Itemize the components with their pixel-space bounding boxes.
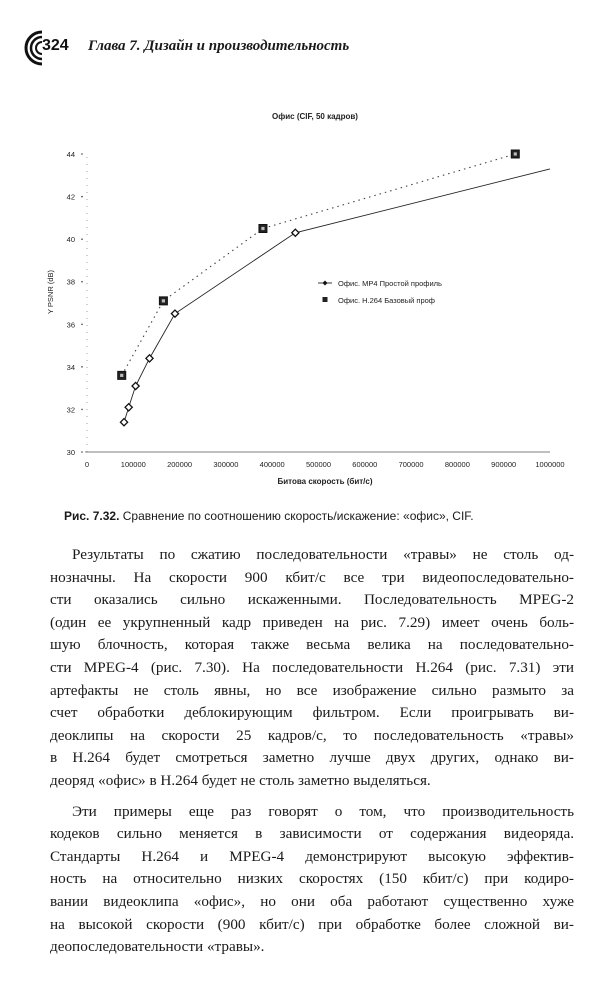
text-line: сти оказались сильно искаженными. Последовательность MPEG-2 (50, 591, 574, 609)
text-line: сти MPEG-4 (рис. 7.30). На последовательности H.264 (рис. 7.31) эти (50, 658, 574, 676)
page-number: 324 (42, 37, 69, 54)
text-line: Результаты по сжатию последовательности «травы» не столь од- (72, 546, 574, 563)
figure-caption (64, 509, 584, 523)
y-tick-mark (81, 281, 83, 283)
chapter-title: Глава 7. Дизайн и производительность (88, 38, 350, 54)
text-line: деоряд «офис» в H.264 будет не столь заметно выделяться. (50, 771, 431, 789)
x-tick-label: 600000 (352, 460, 378, 469)
text-line: ность на относительно низких скоростях (150 кбит/с) при кодиро- (50, 870, 574, 888)
y-tick-mark (81, 153, 83, 155)
text-line: на высокой скорости (900 кбит/с) при обработке более сложной ви- (50, 915, 574, 933)
legend-marker-2 (323, 297, 328, 302)
y-tick-label: 32 (66, 405, 75, 415)
paragraph-2 (50, 801, 574, 959)
y-tick-mark (81, 196, 83, 198)
text-line: нозначны. На скорости 900 кбит/с все три видеопоследовательно- (50, 568, 574, 586)
x-tick-label: 1000000 (535, 460, 565, 469)
x-tick-label: 0 (84, 460, 90, 469)
x-tick-label: 900000 (491, 460, 517, 469)
x-tick-label: 200000 (167, 460, 193, 469)
text-line: Стандарты H.264 и MPEG-4 демонстрируют высокую эффектив- (50, 847, 574, 865)
series-2-point-inner (261, 227, 264, 230)
text-line: деоклипы на скорости 25 кадров/с, то последовательность «травы» (50, 726, 574, 744)
text-line: Эти примеры еще раз говорят о том, что производительность (72, 802, 574, 820)
y-tick-mark (81, 366, 83, 368)
y-tick-mark (81, 323, 83, 325)
y-tick-label: 36 (66, 320, 75, 330)
y-tick-label: 40 (66, 235, 75, 245)
series-1-point (171, 310, 178, 317)
y-tick-label: 44 (66, 150, 75, 159)
series-1-point (120, 419, 127, 426)
series-1-point (132, 382, 139, 389)
x-tick-label: 800000 (444, 460, 470, 469)
y-tick-label: 42 (66, 192, 75, 202)
figure-label: Рис. 7.32. (64, 509, 120, 523)
series-2-point-inner (162, 299, 165, 302)
text-line: кодеков сильно меняется в зависимости от содержания видеоряда. (50, 825, 574, 843)
y-tick-label: 38 (66, 277, 75, 287)
legend-label-1: Офис. MP4 Простой профиль (338, 279, 442, 288)
chart-x-axis-label: Битова скорость (бит/с) (277, 477, 373, 486)
figure-caption-text: Сравнение по соотношению скорость/искажение: «офис», CIF. (119, 509, 474, 523)
text-line: деопоследовательности «травы». (50, 938, 265, 956)
chart-y-axis-label: Y PSNR (dB) (46, 269, 55, 315)
text-line: вании видеоклипа «офис», но они оба работают существенно хуже (50, 892, 574, 910)
y-tick-mark (81, 409, 83, 411)
y-tick-label: 34 (66, 362, 75, 372)
series-2-point-inner (514, 152, 517, 155)
legend-label-2: Офис. H.264 Базовый проф (338, 296, 435, 305)
x-tick-label: 100000 (120, 460, 146, 469)
chart-svg (20, 100, 590, 500)
x-tick-label: 700000 (398, 460, 424, 469)
body-text (50, 544, 574, 967)
text-line: артефакты не столь явны, но все изображение сильно размыто за (50, 681, 574, 699)
series-1-point (146, 355, 153, 362)
x-tick-label: 400000 (259, 460, 285, 469)
text-line: счет обработки деблокирующим фильтром. Если проигрывать ви- (50, 704, 574, 722)
text-line: (один ее укрупненный кадр приведен на рис. 7.29) имеет очень боль- (50, 613, 574, 631)
legend-marker-1 (323, 281, 328, 286)
x-tick-label: 500000 (305, 460, 332, 469)
chart-title: Офис (CIF, 50 кадров) (272, 112, 358, 121)
text-line: в H.264 будет смотреться заметно лучше двух других, однако ви- (50, 749, 574, 767)
y-tick-mark (81, 238, 83, 240)
y-tick-mark (81, 451, 83, 453)
x-tick-label: 300000 (213, 460, 239, 469)
rd-chart (20, 100, 590, 500)
series-2-point-inner (120, 374, 123, 377)
series-2-line (122, 154, 516, 375)
series-1-point (292, 229, 299, 236)
paragraph-1 (50, 544, 574, 793)
page-header (20, 28, 580, 68)
text-line: шую блочность, которая также весьма велика на последовательно- (50, 636, 574, 654)
y-tick-label: 30 (66, 448, 75, 457)
series-1-point (125, 404, 132, 411)
